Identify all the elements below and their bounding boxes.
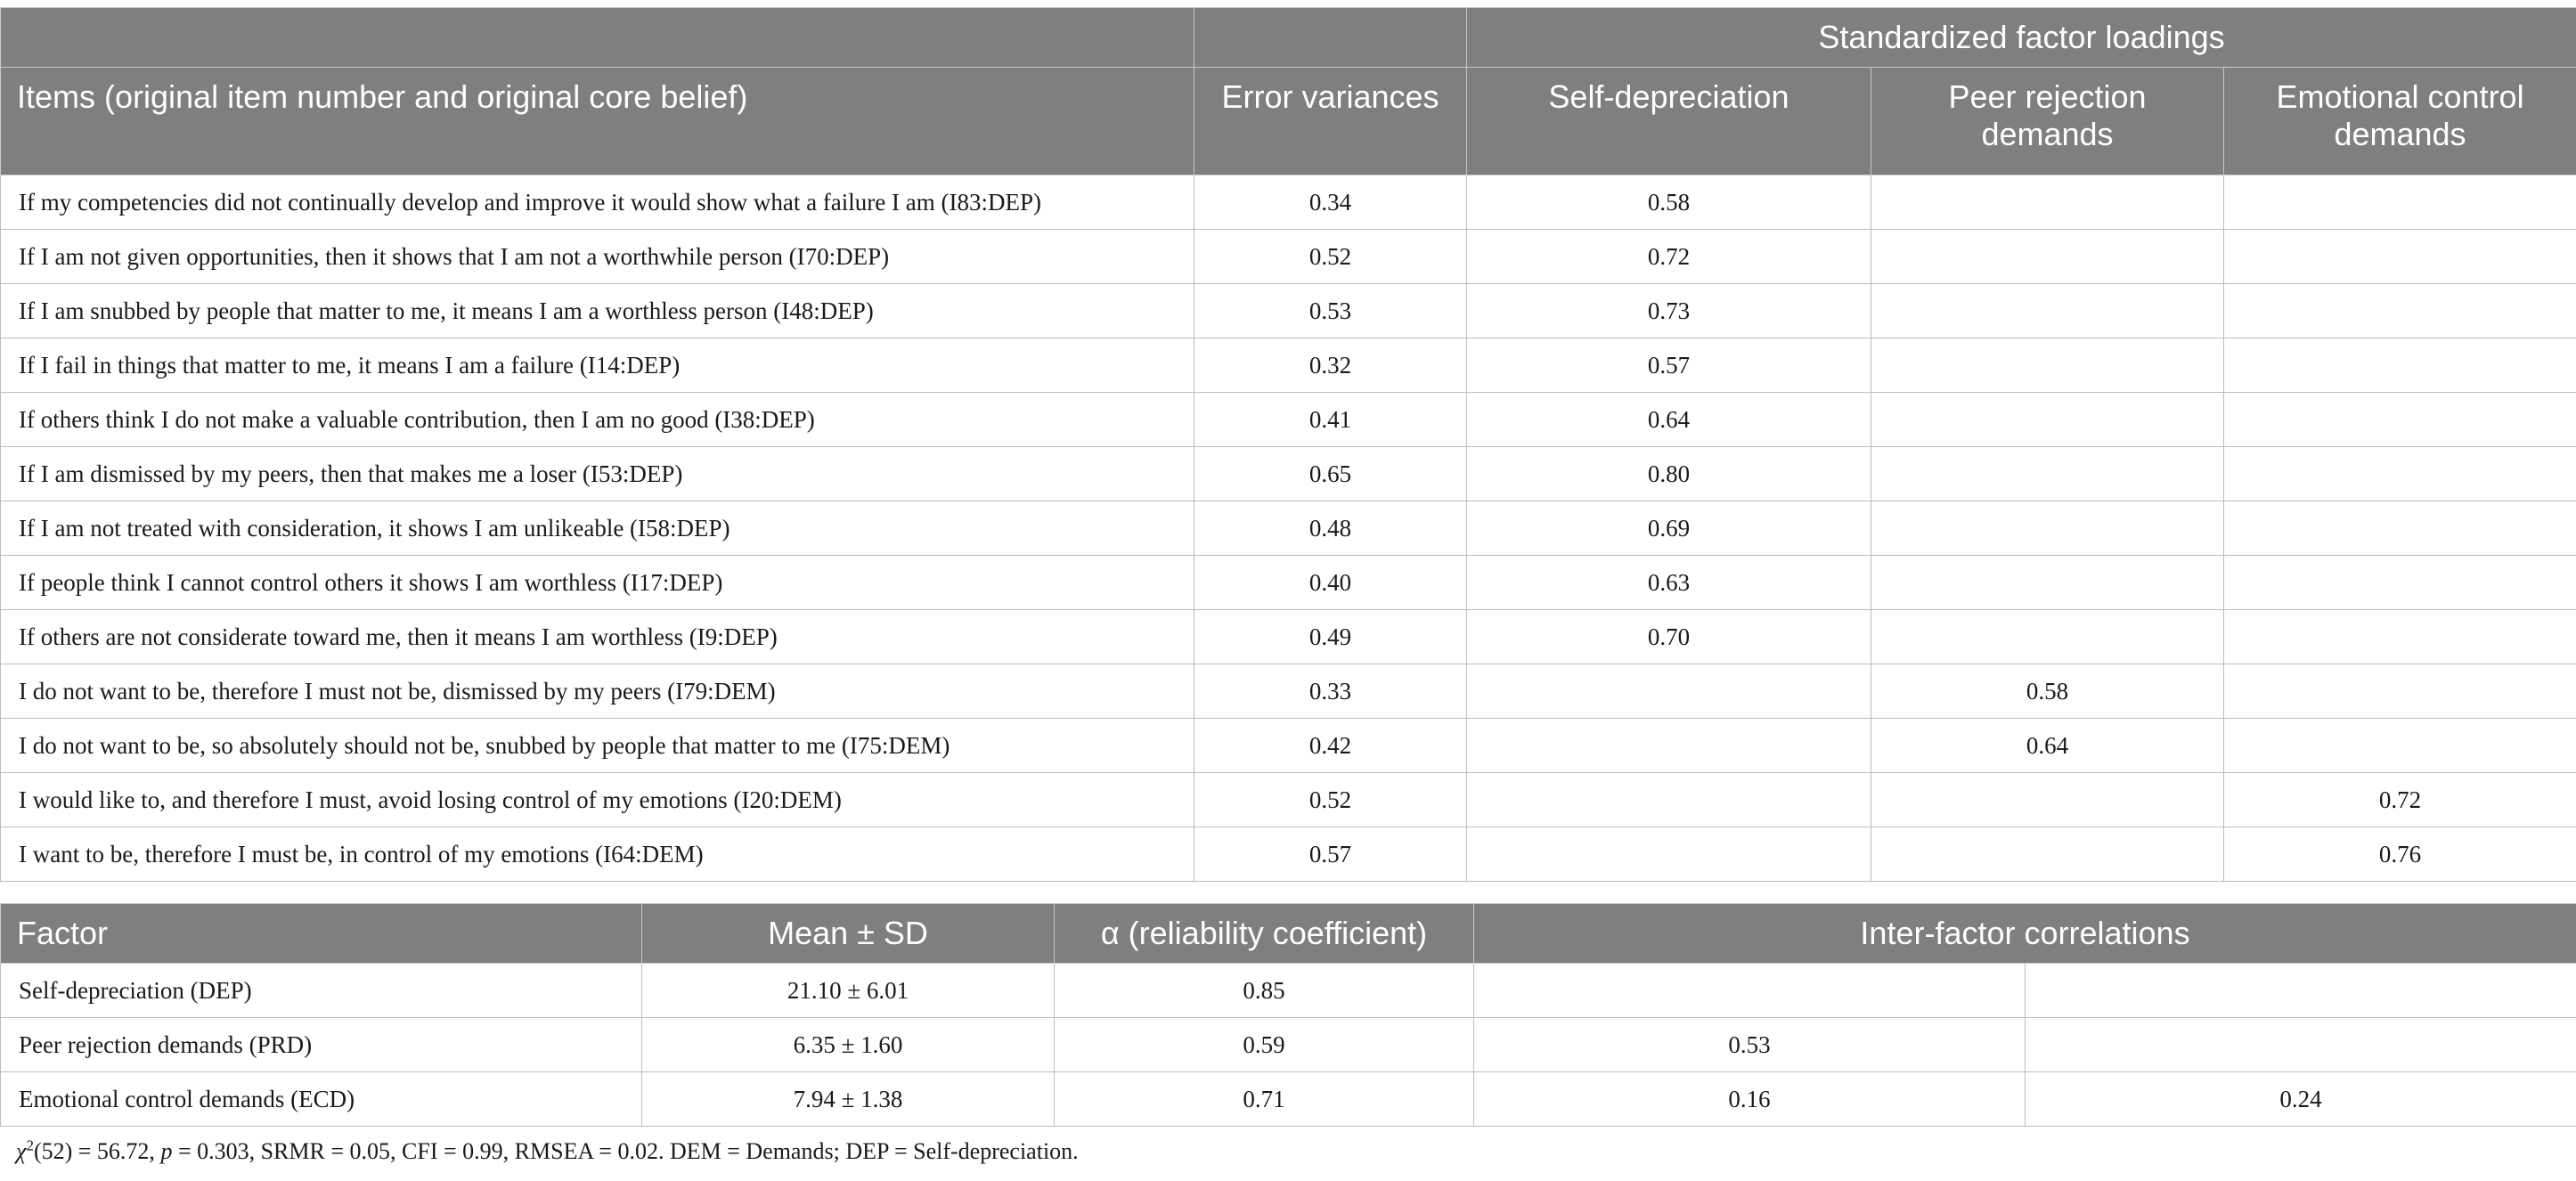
prd-loading-value: 0.64 — [1871, 719, 2224, 773]
table-row — [1, 175, 2576, 230]
factor-loadings-table — [0, 7, 2576, 882]
table-row — [1, 719, 2576, 773]
alpha-value: 0.59 — [1055, 1018, 1474, 1072]
ecd-loading-value — [2224, 393, 2576, 447]
alpha-value: 0.85 — [1055, 964, 1474, 1018]
correlation-value — [2026, 964, 2576, 1018]
table-row — [1, 501, 2576, 556]
table-row — [1, 1018, 2576, 1072]
mean-sd-value: 21.10 ± 6.01 — [642, 964, 1055, 1018]
error-variance-value: 0.40 — [1194, 556, 1467, 610]
table-row — [1, 556, 2576, 610]
item-text: I would like to, and therefore I must, avoid losing control of my emotions (I20:DEM) — [1, 773, 1194, 827]
prd-loading-value — [1871, 338, 2224, 393]
dep-loading-value: 0.72 — [1467, 230, 1871, 284]
p-symbol: p — [160, 1138, 173, 1164]
ecd-loading-value — [2224, 447, 2576, 501]
correlation-value: 0.16 — [1474, 1072, 2026, 1127]
ecd-loading-value — [2224, 610, 2576, 664]
factor-name: Self-depreciation (DEP) — [1, 964, 642, 1018]
item-text: I do not want to be, therefore I must not be, dismissed by my peers (I79:DEM) — [1, 664, 1194, 719]
dep-loading-value — [1467, 827, 1871, 882]
table-row — [1, 284, 2576, 338]
table-row — [1, 664, 2576, 719]
factor-name: Peer rejection demands (PRD) — [1, 1018, 642, 1072]
dep-loading-value — [1467, 719, 1871, 773]
emotional-control-column-header: Emotional control demands — [2224, 68, 2576, 175]
error-variance-value: 0.41 — [1194, 393, 1467, 447]
dep-loading-value: 0.70 — [1467, 610, 1871, 664]
item-text: If people think I cannot control others it shows I am worthless (I17:DEP) — [1, 556, 1194, 610]
factor-column-header: Factor — [1, 904, 642, 964]
ecd-loading-value — [2224, 338, 2576, 393]
prd-loading-value — [1871, 827, 2224, 882]
item-text: If I fail in things that matter to me, it means I am a failure (I14:DEP) — [1, 338, 1194, 393]
prd-loading-value — [1871, 175, 2224, 230]
header-blank-cell — [1194, 8, 1467, 68]
dep-loading-value: 0.64 — [1467, 393, 1871, 447]
error-variance-value: 0.32 — [1194, 338, 1467, 393]
item-text: I want to be, therefore I must be, in control of my emotions (I64:DEM) — [1, 827, 1194, 882]
chi-symbol: χ — [16, 1138, 27, 1164]
fit-stats-part2: = 0.303, SRMR = 0.05, CFI = 0.99, RMSEA = 0.02. DEM = Demands; DEP = Self-depreciation. — [172, 1138, 1079, 1164]
table-row — [1, 964, 2576, 1018]
peer-rejection-column-header: Peer rejection demands — [1871, 68, 2224, 175]
factor-statistics-table — [0, 903, 2576, 1127]
fit-stats-part1: (52) = 56.72, — [33, 1138, 161, 1164]
factor-name: Emotional control demands (ECD) — [1, 1072, 642, 1127]
item-text: If I am dismissed by my peers, then that makes me a loser (I53:DEP) — [1, 447, 1194, 501]
chi-superscript: 2 — [26, 1136, 34, 1154]
dep-loading-value: 0.57 — [1467, 338, 1871, 393]
dep-loading-value — [1467, 664, 1871, 719]
error-variance-value: 0.52 — [1194, 773, 1467, 827]
prd-loading-value — [1871, 610, 2224, 664]
error-variance-value: 0.34 — [1194, 175, 1467, 230]
table-row — [1, 1072, 2576, 1127]
mean-sd-column-header: Mean ± SD — [642, 904, 1055, 964]
items-column-header: Items (original item number and original core belief) — [1, 68, 1194, 175]
standardized-loadings-header: Standardized factor loadings — [1467, 8, 2576, 68]
item-text: If I am not given opportunities, then it shows that I am not a worthwhile person (I70:DEP) — [1, 230, 1194, 284]
inter-factor-correlations-header: Inter-factor correlations — [1474, 904, 2576, 964]
ecd-loading-value: 0.76 — [2224, 827, 2576, 882]
dep-loading-value: 0.69 — [1467, 501, 1871, 556]
dep-loading-value — [1467, 773, 1871, 827]
error-variance-value: 0.49 — [1194, 610, 1467, 664]
error-variances-column-header: Error variances — [1194, 68, 1467, 175]
item-text: If others think I do not make a valuable contribution, then I am no good (I38:DEP) — [1, 393, 1194, 447]
table-footnote — [16, 1138, 1079, 1165]
factor-statistics-body — [1, 964, 2576, 1127]
error-variance-value: 0.57 — [1194, 827, 1467, 882]
dep-loading-value: 0.63 — [1467, 556, 1871, 610]
ecd-loading-value — [2224, 284, 2576, 338]
error-variance-value: 0.42 — [1194, 719, 1467, 773]
mean-sd-value: 7.94 ± 1.38 — [642, 1072, 1055, 1127]
table-row — [1, 393, 2576, 447]
ecd-loading-value — [2224, 230, 2576, 284]
table-row — [1, 447, 2576, 501]
correlation-value — [1474, 964, 2026, 1018]
factor-loadings-body — [1, 175, 2576, 882]
table-row — [1, 230, 2576, 284]
alpha-column-header: α (reliability coefficient) — [1055, 904, 1474, 964]
ecd-loading-value — [2224, 175, 2576, 230]
table-row — [1, 338, 2576, 393]
self-depreciation-column-header: Self-depreciation — [1467, 68, 1871, 175]
table-row — [1, 827, 2576, 882]
error-variance-value: 0.53 — [1194, 284, 1467, 338]
ecd-loading-value — [2224, 664, 2576, 719]
item-text: If my competencies did not continually develop and improve it would show what a failure I am (I83:DEP) — [1, 175, 1194, 230]
dep-loading-value: 0.80 — [1467, 447, 1871, 501]
correlation-value: 0.24 — [2026, 1072, 2576, 1127]
error-variance-value: 0.65 — [1194, 447, 1467, 501]
alpha-value: 0.71 — [1055, 1072, 1474, 1127]
dep-loading-value: 0.73 — [1467, 284, 1871, 338]
correlation-value — [2026, 1018, 2576, 1072]
mean-sd-value: 6.35 ± 1.60 — [642, 1018, 1055, 1072]
ecd-loading-value: 0.72 — [2224, 773, 2576, 827]
item-text: If others are not considerate toward me, then it means I am worthless (I9:DEP) — [1, 610, 1194, 664]
ecd-loading-value — [2224, 501, 2576, 556]
prd-loading-value — [1871, 447, 2224, 501]
error-variance-value: 0.52 — [1194, 230, 1467, 284]
error-variance-value: 0.33 — [1194, 664, 1467, 719]
prd-loading-value — [1871, 556, 2224, 610]
header-blank-cell — [1, 8, 1194, 68]
item-text: If I am not treated with consideration, it shows I am unlikeable (I58:DEP) — [1, 501, 1194, 556]
table-row — [1, 610, 2576, 664]
ecd-loading-value — [2224, 719, 2576, 773]
error-variance-value: 0.48 — [1194, 501, 1467, 556]
table-row — [1, 773, 2576, 827]
dep-loading-value: 0.58 — [1467, 175, 1871, 230]
item-text: I do not want to be, so absolutely should not be, snubbed by people that matter to me (I75:DEM) — [1, 719, 1194, 773]
correlation-value: 0.53 — [1474, 1018, 2026, 1072]
prd-loading-value — [1871, 230, 2224, 284]
ecd-loading-value — [2224, 556, 2576, 610]
prd-loading-value — [1871, 501, 2224, 556]
prd-loading-value: 0.58 — [1871, 664, 2224, 719]
prd-loading-value — [1871, 284, 2224, 338]
prd-loading-value — [1871, 393, 2224, 447]
item-text: If I am snubbed by people that matter to me, it means I am a worthless person (I48:DEP) — [1, 284, 1194, 338]
prd-loading-value — [1871, 773, 2224, 827]
